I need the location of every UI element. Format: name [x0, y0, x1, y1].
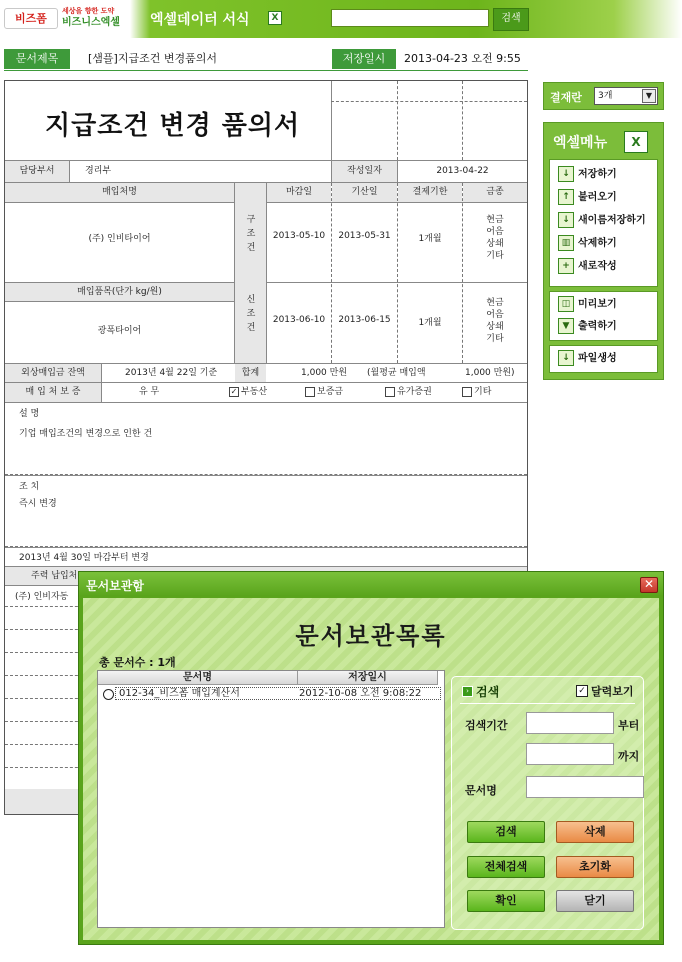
excel-icon: X [268, 11, 282, 25]
etc-checkbox[interactable]: 기타 [462, 383, 491, 402]
old-start-date[interactable]: 2013-05-31 [338, 231, 391, 241]
approval-count-select[interactable] [594, 87, 658, 105]
menu-group-file [549, 159, 658, 287]
date-from-input[interactable] [526, 712, 614, 734]
saved-date-label: 저장일시 [332, 49, 396, 69]
balance-date[interactable]: 2013년 4월 22일 기준 [125, 368, 218, 378]
new-term[interactable]: 1개월 [418, 318, 442, 328]
dialog-title: 문서보관함 [86, 579, 144, 593]
document-storage-dialog [78, 571, 664, 945]
col-vendor: 매입처명 [5, 183, 234, 202]
top-bar [0, 0, 682, 38]
to-label: 까지 [618, 750, 640, 763]
item-header: 매입품목(단가 kg/원) [5, 283, 234, 301]
period-label: 검색기간 [465, 719, 508, 732]
action-value[interactable]: 즉시 변경 [19, 499, 57, 509]
old-vendor[interactable]: (주) 인비타이어 [88, 234, 151, 244]
form-title: 지급조건 변경 품의서 [45, 111, 301, 141]
doc-name-label: 문서명 [465, 784, 497, 797]
search-divider [460, 703, 635, 704]
new-close-date[interactable]: 2013-06-10 [272, 315, 326, 325]
col-close-date: 마감일 [267, 183, 331, 202]
save-icon: ↓ [558, 166, 574, 182]
file-export-icon: ↓ [558, 350, 574, 366]
save-as-icon: ↓ [558, 212, 574, 228]
menu-create-file[interactable]: ↓ 파일생성 [558, 350, 617, 368]
realestate-checkbox[interactable]: ✓ 부동산 [230, 386, 268, 397]
header-divider [4, 70, 528, 71]
app-title: 엑셀데이터 서식 [150, 12, 250, 28]
reset-button[interactable]: 초기화 [556, 856, 634, 878]
row-saved-date: 2012-10-08 오전 9:08:22 [299, 688, 422, 699]
print-icon: ▼ [558, 318, 574, 334]
doc-title-label: 문서제목 [4, 49, 70, 69]
document-list[interactable] [97, 670, 445, 928]
col-term: 결제기한 [398, 183, 462, 202]
approval-count-value: 3개 [598, 91, 613, 101]
avg-value[interactable]: 1,000 만원) [465, 368, 515, 378]
security-have: 유 무 [139, 387, 160, 397]
menu-delete[interactable]: ▥ 삭제하기 [558, 235, 617, 253]
dept-value[interactable]: 경리부 [85, 166, 112, 176]
securities-checkbox[interactable]: 유가증권 [385, 383, 432, 402]
delete-button[interactable]: 삭제 [556, 821, 634, 843]
balance-label: 외상매입금 잔액 [5, 364, 101, 382]
open-icon: ↑ [558, 189, 574, 205]
created-date-value[interactable]: 2013-04-22 [436, 166, 489, 176]
sum-value[interactable]: 1,000 만원 [301, 368, 348, 378]
main-supplier-label: 주력 납입처 [31, 571, 78, 581]
menu-group-export [549, 345, 658, 373]
calendar-label: 달력보기 [591, 685, 634, 698]
checkbox-checked-icon[interactable]: ✓ [230, 386, 238, 396]
sum-label: 합계 [235, 364, 266, 382]
dialog-titlebar[interactable] [79, 572, 663, 596]
security-label: 매 입 처 보 증 [5, 383, 101, 402]
bizform-logo[interactable]: 비즈폼 [4, 8, 58, 29]
main-supplier-value[interactable]: (주) 인비자동 [15, 592, 69, 602]
menu-group-print [549, 291, 658, 341]
created-date-label: 작성일자 [332, 161, 397, 182]
doc-title-value: [샘플]지급조건 변경품의서 [88, 52, 217, 65]
search-panel [451, 676, 644, 930]
col-doc-name[interactable]: 문서명 [98, 671, 298, 685]
close-icon[interactable]: ✕ [640, 577, 658, 593]
description-value[interactable]: 기업 매입조건의 변경으로 인한 건 [19, 429, 153, 439]
old-conditions-label: 구 조 건 [246, 215, 256, 253]
chevron-down-icon[interactable]: ▼ [642, 89, 656, 103]
date-to-input[interactable] [526, 743, 614, 765]
calendar-checkbox[interactable]: ✓ [576, 685, 588, 697]
col-payment-type: 금종 [463, 183, 527, 202]
confirm-button[interactable]: 확인 [467, 890, 545, 912]
dialog-heading: 문서보관목록 [295, 622, 447, 650]
excel-menu-title: 엑셀메뉴 [553, 135, 608, 151]
col-saved-date[interactable]: 저장일시 [298, 671, 438, 685]
new-document-icon: + [558, 258, 574, 274]
preview-icon: ◫ [558, 296, 574, 312]
row-radio[interactable] [103, 689, 114, 700]
trash-icon: ▥ [558, 235, 574, 251]
dept-label: 담당부서 [5, 161, 69, 182]
brand-slogan: 세상을 향한 도약 [62, 7, 115, 15]
menu-new[interactable]: + 새로작성 [558, 258, 617, 276]
brand-name: 비즈니스엑셀 [62, 17, 120, 28]
menu-load[interactable]: ↑ 불러오기 [558, 189, 617, 207]
business-excel-logo[interactable] [62, 5, 126, 31]
menu-preview[interactable]: ◫ 미리보기 [558, 296, 617, 314]
new-conditions-label: 신 조 건 [246, 295, 256, 333]
from-label: 부터 [618, 719, 640, 732]
search-panel-title: 검색 [476, 685, 500, 699]
old-term[interactable]: 1개월 [418, 234, 442, 244]
new-start-date[interactable]: 2013-06-15 [338, 315, 391, 325]
excel-menu-panel [543, 122, 664, 380]
approval-panel [543, 82, 664, 110]
top-search-button[interactable]: 검색 [493, 8, 529, 31]
new-item[interactable]: 광폭타이어 [97, 326, 142, 336]
dialog-body [83, 598, 659, 940]
top-search-input[interactable] [331, 9, 489, 27]
doc-name-input[interactable] [526, 776, 644, 798]
effective-date[interactable]: 2013년 4월 30일 마감부터 변경 [19, 553, 149, 563]
description-label: 설 명 [19, 409, 40, 419]
menu-save[interactable]: ↓ 저장하기 [558, 166, 617, 184]
document-count: 총 문서수 : 1개 [99, 656, 176, 669]
old-close-date[interactable]: 2013-05-10 [272, 231, 326, 241]
menu-print[interactable]: ▼ 출력하기 [558, 318, 617, 336]
search-all-button[interactable]: 전체검색 [467, 856, 545, 878]
search-button[interactable]: 검색 [467, 821, 545, 843]
saved-date-value: 2013-04-23 오전 9:55 [404, 52, 521, 65]
arrow-right-icon: › [462, 686, 473, 697]
avg-label: (월평균 매입액 [367, 368, 426, 378]
row-doc-name: 012-34_비즈폼 매입계산서 [119, 688, 240, 699]
close-button[interactable]: 닫기 [556, 890, 634, 912]
deposit-checkbox[interactable]: 보증금 [305, 383, 343, 402]
old-payment-types[interactable]: 현금 어음 상쇄 기타 [486, 215, 504, 261]
new-payment-types[interactable]: 현금 어음 상쇄 기타 [486, 298, 504, 344]
approval-label: 결재란 [550, 91, 582, 104]
col-start-date: 기산일 [332, 183, 397, 202]
list-item[interactable] [99, 686, 443, 701]
menu-save-as[interactable]: ↓ 새이름저장하기 [558, 212, 646, 230]
action-label: 조 치 [19, 482, 40, 492]
excel-logo-icon: X [624, 131, 648, 153]
